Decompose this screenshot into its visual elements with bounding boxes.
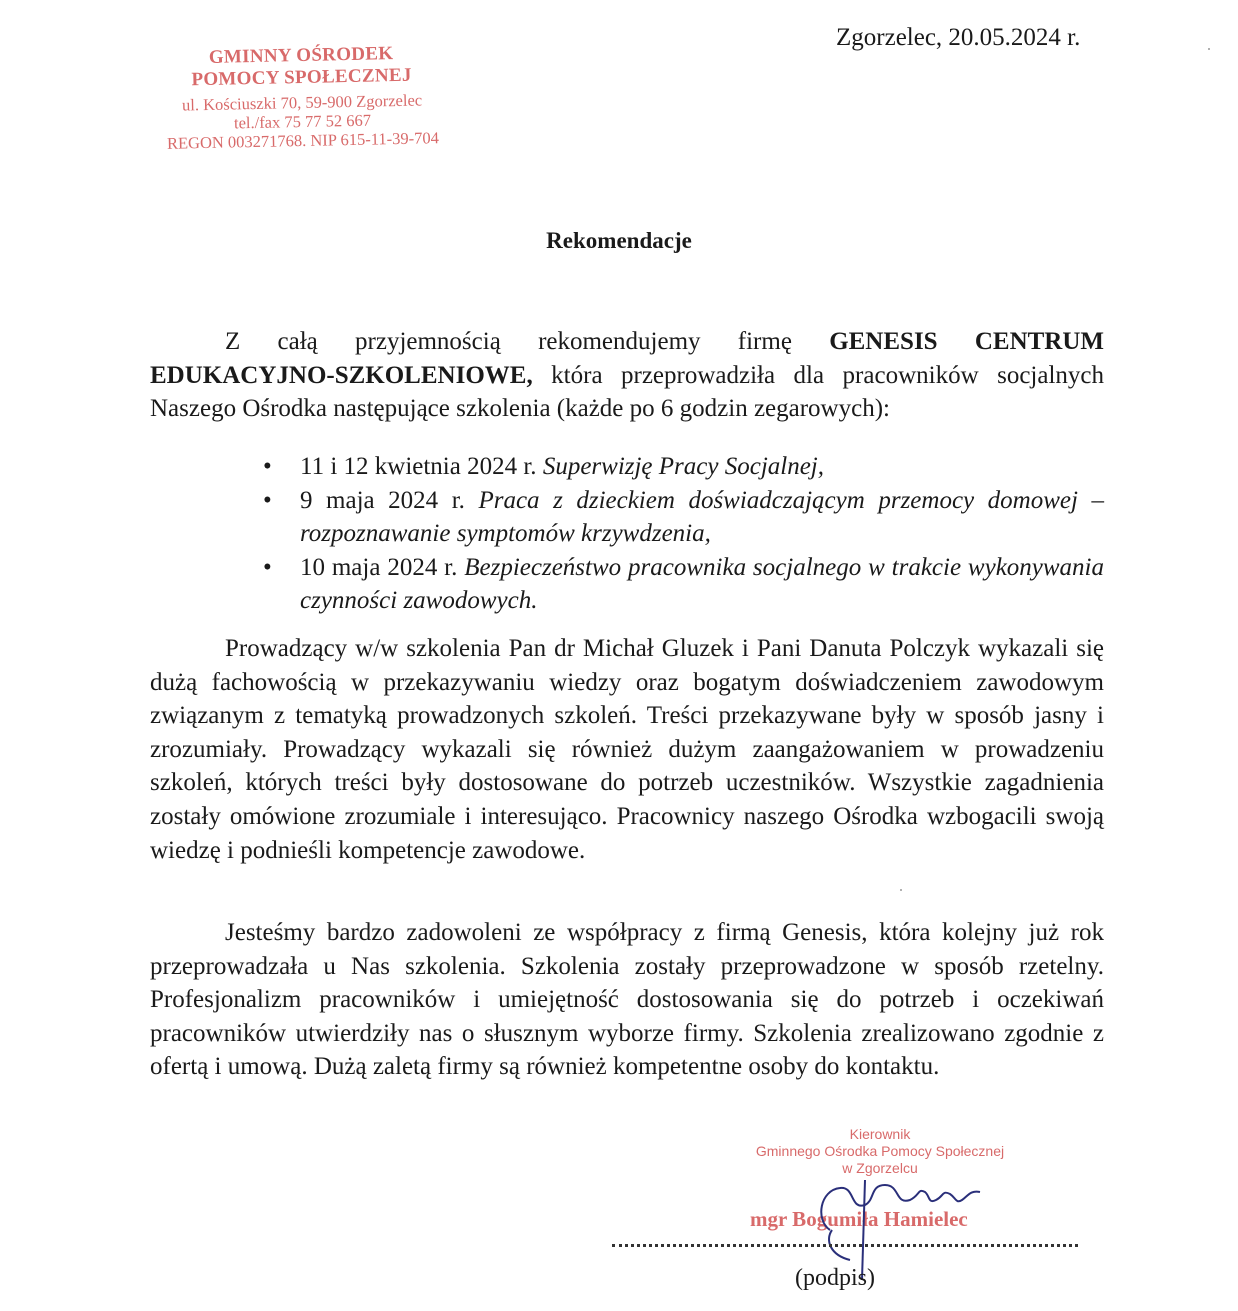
- document-title: Rekomendacje: [546, 228, 692, 253]
- signature-role-line1: Kierownik: [849, 1126, 911, 1142]
- training-item: [258, 551, 1104, 618]
- intro-text-2: która przeprowadziła dla pracowników socjalnych Naszego Ośrodka następujące szkolenia (każde po 6 godzin zegarowych):: [150, 361, 1104, 423]
- training-item: [258, 484, 1104, 551]
- bullet-icon: •: [263, 486, 272, 514]
- intro-paragraph: [150, 325, 1104, 426]
- scan-speck: [1208, 48, 1210, 50]
- signature-line: [612, 1234, 1078, 1247]
- training-item: [258, 450, 1104, 484]
- company-name: GENESIS CENTRUM EDUKACYJNO-SZKOLENIOWE,: [150, 328, 1104, 389]
- document-date: Zgorzelec, 20.05.2024 r.: [836, 24, 1081, 51]
- intro-text-1: Z całą przyjemnością rekomendujemy firmę: [225, 328, 830, 355]
- trainers-paragraph: Prowadzący w/w szkolenia Pan dr Michał Gluzek i Pani Danuta Polczyk wykazali się dużą fachowością w przekazywaniu wiedzy oraz bogatym doświadczeniem zawodowym związanym z tematyką prowadzonych szkoleń. Treści przekazywane były w sposób jasny i zrozumiały. Prowadzący wykazali się również dużym zaangażowaniem w prowadzeniu szkoleń, których treści były dostosowane do potrzeb uczestników. Wszystkie zagadnienia zostały omówione zrozumiale i interesująco. Pracownicy naszego Ośrodka wzbogacili swoją wiedzę i podnieśli kompetencje zawodowe.: [150, 635, 1104, 864]
- training-list: [258, 450, 1104, 618]
- stamp-title-line1: GMINNY OŚRODEK: [208, 43, 394, 68]
- training-topic: Superwizję Pracy Socjalnej,: [542, 453, 825, 480]
- stamp-title-line2: POMOCY SPOŁECZNEJ: [191, 64, 412, 91]
- training-topic: Praca z dzieckiem doświadczającym przemocy domowej – rozpoznawanie symptomów krzywdzenia,: [300, 486, 1104, 548]
- training-date: 11 i 12 kwietnia 2024 r.: [300, 453, 543, 480]
- scan-speck: [900, 889, 902, 891]
- cooperation-paragraph: Jesteśmy bardzo zadowoleni ze współpracy z firmą Genesis, która kolejny już rok przeprowadzała u Nas szkolenia. Szkolenia zostały przeprowadzone w sposób rzetelny. Profesjonalizm pracowników i umiejętność dostosowania się do potrzeb i oczekiwań pracowników utwierdziły nas o słusznym wyborze firmy. Szkolenia zrealizowano zgodnie z ofertą i umową. Dużą zaletą firmy są również kompetentne osoby do kontaktu.: [150, 919, 1104, 1081]
- signature-role-line2: Gminnego Ośrodka Pomocy Społecznej: [755, 1143, 1005, 1159]
- signature-role-line3: w Zgorzelcu: [842, 1160, 918, 1176]
- signatory-name: mgr Bogumiła Hamielec: [750, 1207, 968, 1231]
- stamp-ids: REGON 003271768. NIP 615-11-39-704: [166, 128, 440, 153]
- stamp-address: ul. Kościuszki 70, 59-900 Zgorzelec: [181, 90, 423, 115]
- stamp-phone: tel./fax 75 77 52 667: [233, 110, 372, 133]
- signature-label: (podpis): [795, 1265, 875, 1291]
- institution-stamp: [131, 41, 473, 153]
- training-date: 10 maja 2024 r.: [300, 553, 465, 581]
- training-date: 9 maja 2024 r.: [300, 486, 479, 514]
- bullet-icon: •: [263, 453, 272, 480]
- bullet-icon: •: [263, 553, 272, 581]
- training-topic: Bezpieczeństwo pracownika socjalnego w trakcie wykonywania czynności zawodowych.: [300, 553, 1105, 615]
